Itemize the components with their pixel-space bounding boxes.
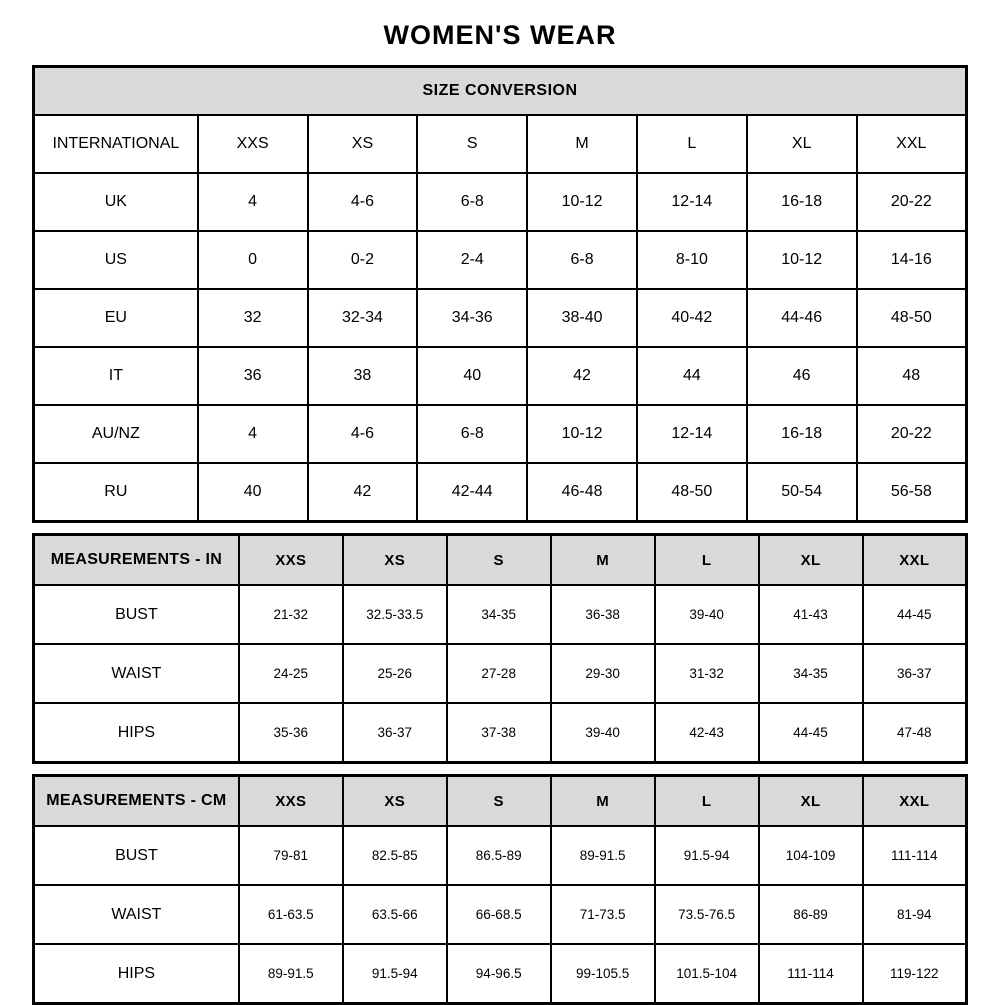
row-label: BUST [34, 826, 239, 885]
cell: 99-105.5 [551, 944, 655, 1004]
cell: 6-8 [417, 405, 527, 463]
column-header-xl: XL [759, 776, 863, 827]
cell: 91.5-94 [655, 826, 759, 885]
cell: 40 [417, 347, 527, 405]
column-header-xl: XL [759, 535, 863, 586]
column-header-xxs: XXS [239, 535, 343, 586]
row-label: HIPS [34, 703, 239, 763]
table-row [34, 585, 967, 644]
row-label: US [34, 231, 198, 289]
cell: 89-91.5 [239, 944, 343, 1004]
measurements-in-header-row [34, 535, 967, 586]
size-conversion-body [34, 115, 967, 522]
cell: 101.5-104 [655, 944, 759, 1004]
cell: 24-25 [239, 644, 343, 703]
row-label: AU/NZ [34, 405, 198, 463]
cell: 48-50 [857, 289, 967, 347]
row-label: WAIST [34, 644, 239, 703]
cell: 73.5-76.5 [655, 885, 759, 944]
cell: 36 [198, 347, 308, 405]
table-row [34, 231, 967, 289]
cell: 25-26 [343, 644, 447, 703]
cell: XXS [198, 115, 308, 173]
table-row [34, 644, 967, 703]
page-title: WOMEN'S WEAR [383, 20, 617, 50]
row-label: IT [34, 347, 198, 405]
cell: L [637, 115, 747, 173]
cell: S [417, 115, 527, 173]
table-row [34, 944, 967, 1004]
size-conversion-header-row [34, 67, 967, 116]
cell: 44 [637, 347, 747, 405]
column-header-xxl: XXL [863, 535, 967, 586]
cell: 27-28 [447, 644, 551, 703]
column-header-s: S [447, 535, 551, 586]
cell: 91.5-94 [343, 944, 447, 1004]
cell: XL [747, 115, 857, 173]
cell: 46-48 [527, 463, 637, 522]
row-label: UK [34, 173, 198, 231]
cell: 50-54 [747, 463, 857, 522]
measurements-in-head [34, 535, 967, 586]
measurements-cm-header-row [34, 776, 967, 827]
cell: 10-12 [747, 231, 857, 289]
cell: 40-42 [637, 289, 747, 347]
size-conversion-title: SIZE CONVERSION [34, 67, 967, 116]
cell: 81-94 [863, 885, 967, 944]
cell: 32-34 [308, 289, 418, 347]
cell: 0-2 [308, 231, 418, 289]
cell: 34-35 [759, 644, 863, 703]
cell: 111-114 [863, 826, 967, 885]
cell: 4 [198, 405, 308, 463]
measurements-in-table [32, 533, 968, 764]
cell: 56-58 [857, 463, 967, 522]
cell: 42 [527, 347, 637, 405]
cell: 29-30 [551, 644, 655, 703]
column-header-s: S [447, 776, 551, 827]
cell: XS [308, 115, 418, 173]
cell: 2-4 [417, 231, 527, 289]
cell: 8-10 [637, 231, 747, 289]
row-label: INTERNATIONAL [34, 115, 198, 173]
cell: 89-91.5 [551, 826, 655, 885]
row-label: WAIST [34, 885, 239, 944]
table-row [34, 173, 967, 231]
cell: 111-114 [759, 944, 863, 1004]
cell: 44-45 [863, 585, 967, 644]
row-label: HIPS [34, 944, 239, 1004]
cell: 66-68.5 [447, 885, 551, 944]
cell: 10-12 [527, 405, 637, 463]
cell: 16-18 [747, 173, 857, 231]
cell: 10-12 [527, 173, 637, 231]
measurements-in-title: MEASUREMENTS - IN [34, 535, 239, 586]
cell: 6-8 [417, 173, 527, 231]
measurements-cm-body [34, 826, 967, 1004]
cell: 47-48 [863, 703, 967, 763]
cell: 14-16 [857, 231, 967, 289]
cell: 119-122 [863, 944, 967, 1004]
cell: XXL [857, 115, 967, 173]
cell: 4-6 [308, 405, 418, 463]
cell: 39-40 [655, 585, 759, 644]
size-conversion-table [32, 65, 968, 523]
table-row [34, 289, 967, 347]
cell: 20-22 [857, 405, 967, 463]
table-row [34, 885, 967, 944]
column-header-m: M [551, 535, 655, 586]
cell: 35-36 [239, 703, 343, 763]
measurements-cm-title: MEASUREMENTS - CM [34, 776, 239, 827]
cell: 31-32 [655, 644, 759, 703]
cell: M [527, 115, 637, 173]
column-header-l: L [655, 776, 759, 827]
size-conversion-head [34, 67, 967, 116]
cell: 34-36 [417, 289, 527, 347]
cell: 12-14 [637, 405, 747, 463]
cell: 4-6 [308, 173, 418, 231]
cell: 46 [747, 347, 857, 405]
column-header-xxs: XXS [239, 776, 343, 827]
cell: 36-37 [863, 644, 967, 703]
cell: 20-22 [857, 173, 967, 231]
column-header-xs: XS [343, 535, 447, 586]
cell: 38-40 [527, 289, 637, 347]
cell: 44-46 [747, 289, 857, 347]
cell: 39-40 [551, 703, 655, 763]
cell: 37-38 [447, 703, 551, 763]
cell: 82.5-85 [343, 826, 447, 885]
column-header-m: M [551, 776, 655, 827]
cell: 42 [308, 463, 418, 522]
cell: 42-44 [417, 463, 527, 522]
cell: 48-50 [637, 463, 747, 522]
cell: 86-89 [759, 885, 863, 944]
row-label: RU [34, 463, 198, 522]
cell: 36-38 [551, 585, 655, 644]
cell: 104-109 [759, 826, 863, 885]
cell: 32.5-33.5 [343, 585, 447, 644]
table-row [34, 405, 967, 463]
cell: 12-14 [637, 173, 747, 231]
cell: 34-35 [447, 585, 551, 644]
measurements-in-body [34, 585, 967, 763]
column-header-xxl: XXL [863, 776, 967, 827]
cell: 42-43 [655, 703, 759, 763]
cell: 44-45 [759, 703, 863, 763]
cell: 40 [198, 463, 308, 522]
cell: 86.5-89 [447, 826, 551, 885]
table-row [34, 115, 967, 173]
cell: 63.5-66 [343, 885, 447, 944]
measurements-cm-head [34, 776, 967, 827]
column-header-l: L [655, 535, 759, 586]
cell: 16-18 [747, 405, 857, 463]
table-row [34, 703, 967, 763]
cell: 41-43 [759, 585, 863, 644]
cell: 71-73.5 [551, 885, 655, 944]
cell: 6-8 [527, 231, 637, 289]
measurements-cm-table [32, 774, 968, 1005]
table-row [34, 347, 967, 405]
row-label: EU [34, 289, 198, 347]
table-row [34, 826, 967, 885]
cell: 21-32 [239, 585, 343, 644]
row-label: BUST [34, 585, 239, 644]
cell: 0 [198, 231, 308, 289]
cell: 61-63.5 [239, 885, 343, 944]
cell: 79-81 [239, 826, 343, 885]
column-header-xs: XS [343, 776, 447, 827]
table-row [34, 463, 967, 522]
cell: 36-37 [343, 703, 447, 763]
cell: 48 [857, 347, 967, 405]
cell: 4 [198, 173, 308, 231]
cell: 38 [308, 347, 418, 405]
cell: 94-96.5 [447, 944, 551, 1004]
cell: 32 [198, 289, 308, 347]
